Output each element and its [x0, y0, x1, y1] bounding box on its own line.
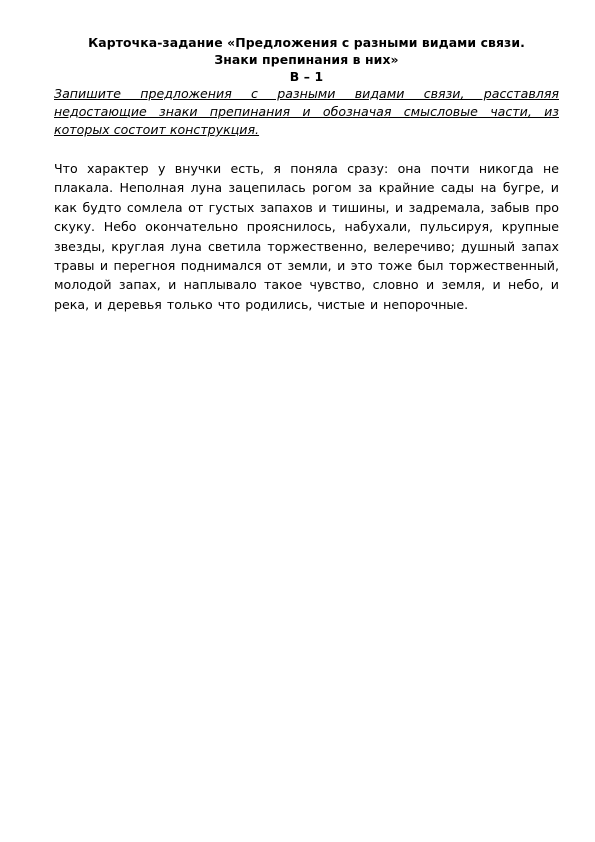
exercise-text: Что характер у внучки есть, я поняла сразу: она почти никогда не плакала. Неполная луна зацепилась рогом за крайние сады на бугре, и как будто сомлела от густых запахов и тишины, и задремала, забыв про скуку. Небо окончательно прояснилось, набухали, пульсируя, крупные звезды, круглая луна светила торжественно, велеречиво; душный запах травы и перегноя поднимался от земли, и это тоже был торжественный, молодой запах, и наплывало такое чувство, словно и земля, и небо, и река, и деревья только что родились, чистые и непорочные.	[54, 161, 559, 312]
task-card	[54, 34, 559, 314]
card-title	[54, 34, 559, 85]
task-instruction: Запишите предложения с разными видами связи, расставляя недостающие знаки препинания и обозначая смысловые части, из которых состоит конструкция.	[54, 86, 559, 137]
card-variant: В – 1	[289, 69, 324, 84]
card-title-line-2: Знаки препинания в них»	[214, 52, 399, 67]
card-title-line-1: Карточка-задание «Предложения с разными видами связи.	[88, 35, 525, 50]
